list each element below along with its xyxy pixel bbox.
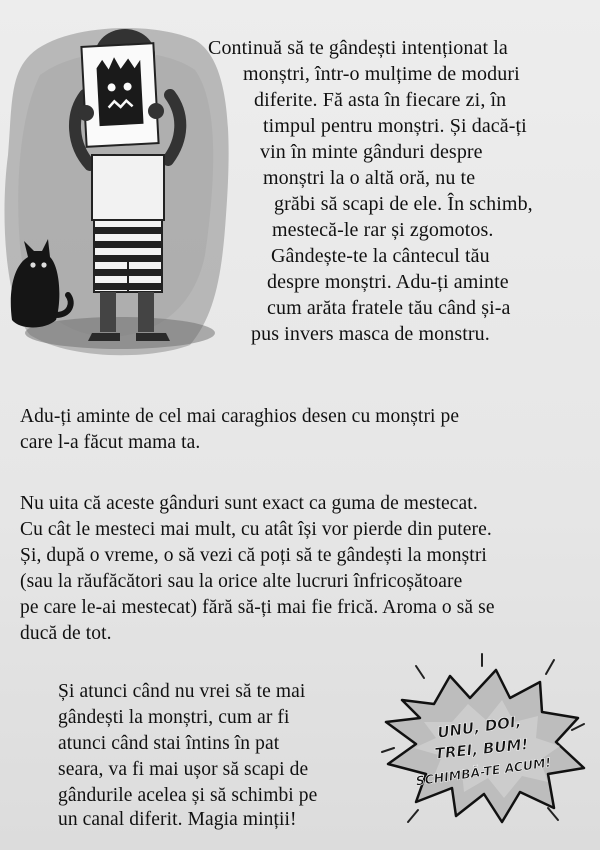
- burst-line: UNU, DOI,: [436, 712, 523, 742]
- channel-line: seara, va fi mai ușor să scapi de: [58, 759, 309, 780]
- gum-line: (sau la răufăcători sau la orice alte lucruri înfricoșătoare: [20, 571, 463, 592]
- channel-line: Și atunci când nu vrei să te mai: [58, 681, 306, 702]
- burst-line: TREI, BUM!: [433, 735, 530, 763]
- gum-line: pe care le-ai mestecat) fără să-ți mai fie frică. Aroma o să se: [20, 597, 495, 618]
- drawing-line: care l-a făcut mama ta.: [20, 432, 201, 453]
- gum-line: Nu uita că aceste gânduri sunt exact ca guma de mestecat.: [20, 493, 478, 514]
- gum-line: Cu cât le mesteci mai mult, cu atât își vor pierde din putere.: [20, 519, 492, 540]
- channel-line: gândurile acelea și să schimbi pe: [58, 785, 318, 806]
- intro-line: mestecă-le rar și zgomotos.: [272, 219, 494, 241]
- intro-line: monștri la o altă oră, nu te: [263, 167, 476, 189]
- intro-line: pus invers masca de monstru.: [251, 323, 490, 345]
- gum-line: Și, după o vreme, o să vezi că poți să te gândești la monștri: [20, 545, 487, 566]
- channel-line: gândești la monștri, cum ar fi: [58, 707, 290, 728]
- channel-line: un canal diferit. Magia minții!: [58, 809, 297, 830]
- child-with-monster-drawing-illustration: [0, 15, 235, 360]
- intro-line: Continuă să te gândești intenționat la: [208, 37, 508, 59]
- intro-line: despre monștri. Adu-ți aminte: [267, 271, 509, 293]
- channel-line: atunci când stai întins în pat: [58, 733, 280, 754]
- drawing-line: Adu-ți aminte de cel mai caraghios desen cu monștri pe: [20, 406, 460, 427]
- intro-line: diferite. Fă asta în fiecare zi, în: [254, 89, 507, 111]
- intro-line: Gândește-te la cântecul tău: [271, 245, 490, 267]
- comic-burst-callout: [372, 652, 592, 832]
- intro-line: timpul pentru monștri. Și dacă-ți: [263, 115, 527, 137]
- intro-line: monștri, într-o mulțime de moduri: [243, 63, 520, 85]
- intro-line: grăbi să scapi de ele. În schimb,: [274, 193, 533, 215]
- intro-line: cum arăta fratele tău când și-a: [267, 297, 511, 319]
- burst-line: SCHIMBĂ-TE ACUM!: [414, 754, 552, 789]
- intro-line: vin în minte gânduri despre: [260, 141, 483, 163]
- gum-line: ducă de tot.: [20, 623, 112, 644]
